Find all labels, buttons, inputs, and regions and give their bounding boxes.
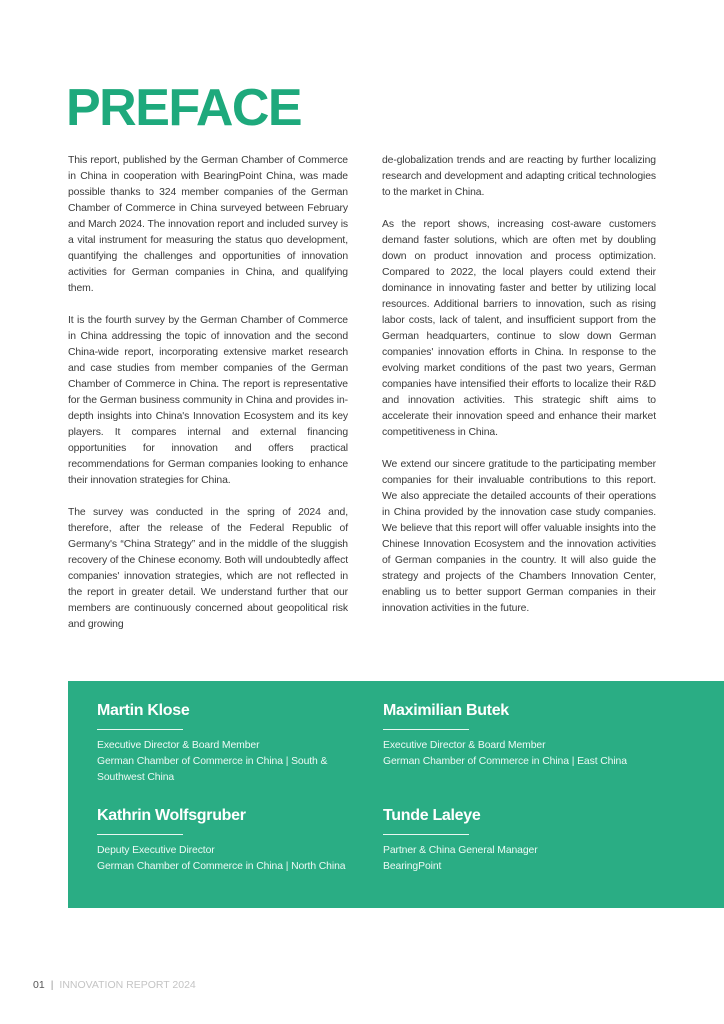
signatory (383, 806, 653, 875)
signatory-role: Partner & China General Manager (383, 845, 538, 856)
signatory-name: Tunde Laleye (383, 807, 481, 824)
signatory-role: Executive Director & Board Member (97, 740, 260, 751)
page-footer (33, 978, 196, 992)
signatory-name: Maximilian Butek (383, 702, 509, 719)
signatory-role: Deputy Executive Director (97, 845, 215, 856)
right-text-column (382, 153, 656, 633)
signatory-name: Martin Klose (97, 702, 190, 719)
left-text-column (68, 153, 348, 649)
divider (97, 729, 183, 730)
signatory-org: German Chamber of Commerce in China | South & Southwest China (97, 756, 328, 783)
paragraph: As the report shows, increasing cost-aware customers demand faster solutions, which are often met by doubling down on product innovation and process optimization. Compared to 2022, the local players could extend their dominance in innovating faster and better by utilizing local resources. Additional barriers to innovation, such as rising labor costs, lack of talent, and insufficient support from the German headquarters, continue to slow down German companies' innovation efforts in China. In response to the evolving market conditions of the past two years, German companies have intensified their efforts to localize their R&D and innovation activities. This strategic shift aims to accelerate their innovation speed and enhance their market competitiveness in China. (382, 219, 656, 438)
signatory (383, 701, 653, 770)
paragraph: This report, published by the German Chamber of Commerce in China in cooperation with BearingPoint China, was made possible thanks to 324 member companies of the German Chamber of Commerce in China surveyed between February and March 2024. The innovation report and included survey is a vital instrument for measuring the status quo development, quantifying the challenges and opportunities of innovation activities for German companies in China, and qualifying them. (68, 155, 348, 294)
signatory-role: Executive Director & Board Member (383, 740, 546, 751)
signatory (97, 701, 367, 786)
page-number: 01 (33, 979, 45, 991)
divider (97, 834, 183, 835)
footer-separator: | (50, 979, 54, 991)
paragraph: de-globalization trends and are reacting by further localizing research and development and adapting critical technologies to the market in China. (382, 155, 656, 198)
signatory (97, 806, 367, 875)
signatory-org: German Chamber of Commerce in China | North China (97, 861, 346, 872)
paragraph: It is the fourth survey by the German Chamber of Commerce in China addressing the topic of innovation and the second China-wide report, incorporating extensive market research and case studies from member companies of the German Chamber of Commerce in China. The report is representative for the German business community in China and provides in-depth insights into China's Innovation Ecosystem and its key players. It compares internal and external financing opportunities for innovation and offers practical recommendations for German companies looking to enhance their innovation strategies for China. (68, 315, 348, 486)
paragraph: We extend our sincere gratitude to the participating member companies for their invaluable contributions to this report. We also appreciate the detailed accounts of their operations in China provided by the innovation case study companies. We believe that this report will offer valuable insights into the Chinese Innovation Ecosystem and the innovation activities of German companies in the country. It will also guide the strategy and projects of the Chambers Innovation Center, enabling us to better support German companies in their innovation activities in the future. (382, 459, 656, 614)
signatory-org: BearingPoint (383, 861, 442, 872)
divider (383, 834, 469, 835)
page-title: PREFACE (66, 79, 302, 137)
signatory-name: Kathrin Wolfsgruber (97, 807, 246, 824)
paragraph: The survey was conducted in the spring of 2024 and, therefore, after the release of the Federal Republic of Germany's “China Strategy” and in the middle of the sluggish recovery of the Chinese economy. Both will undoubtedly affect companies' innovation strategies, which are not reflected in the report in greater detail. We understand further that our members are continuously concerned about geopolitical risk and growing (68, 507, 348, 630)
signatories-panel (68, 681, 724, 908)
signatory-org: German Chamber of Commerce in China | East China (383, 756, 627, 767)
divider (383, 729, 469, 730)
report-label: INNOVATION REPORT 2024 (59, 979, 196, 991)
